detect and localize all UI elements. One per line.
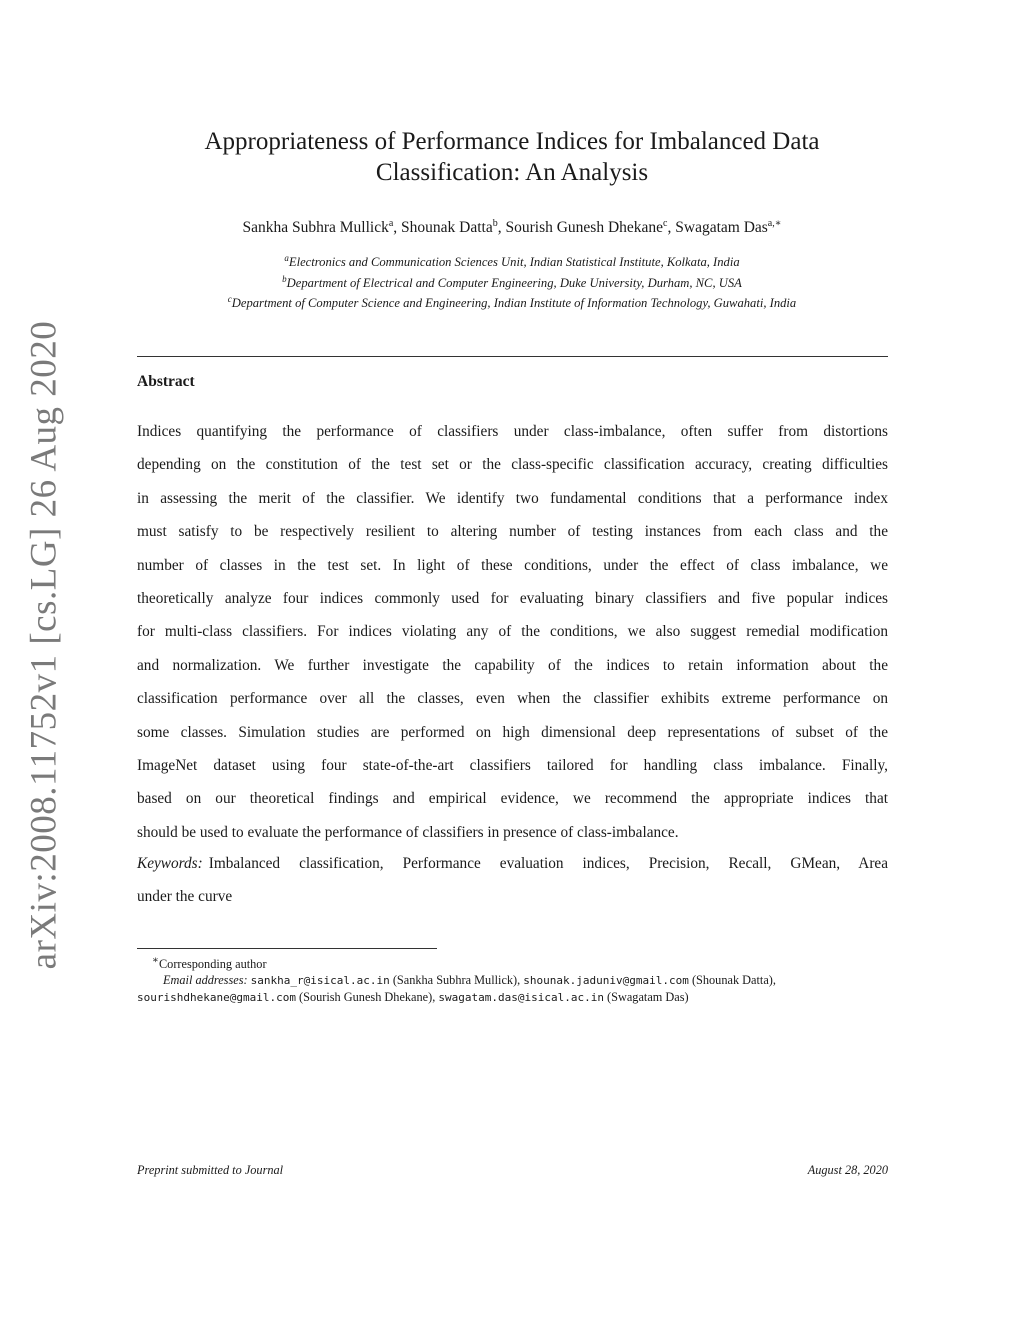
affiliation — [120, 250, 904, 271]
abstract-line: should be used to evaluate the performance of classifiers in presence of class-imbalance. — [137, 823, 679, 841]
email-label: Email addresses: — [163, 973, 248, 988]
email-owner: (Swagatam Das) — [607, 990, 689, 1005]
affiliation-mark: b — [282, 273, 287, 284]
abstract-line: depending on the constitution of the test set or the class-specific classification accuracy, creating difficulties — [137, 456, 888, 474]
affiliation-list — [120, 250, 904, 312]
author-affiliation-mark: a,∗ — [767, 218, 782, 229]
author-affiliation-mark: a — [388, 218, 394, 229]
abstract-line: classification performance over all the classes, even when the classifier exhibits extreme performance on — [137, 690, 888, 708]
abstract-line: some classes. Simulation studies are performed on high dimensional deep representations of subset of the — [137, 723, 888, 741]
corresponding-text: Corresponding author — [158, 957, 267, 972]
email-link[interactable]: swagatam.das@isical.ac.in — [438, 991, 604, 1005]
keywords — [137, 847, 888, 914]
abstract-line: and normalization. We further investigate the capability of the indices to retain information about the — [137, 656, 888, 674]
author-name: Sourish Gunesh Dhekane — [505, 219, 664, 237]
keywords-label: Keywords: — [137, 855, 203, 872]
abstract-line: must satisfy to be respectively resilient to altering number of testing instances from each class and the — [137, 523, 888, 541]
keywords-line: under the curve — [137, 888, 233, 906]
title-line-2: Classification: An Analysis — [375, 159, 649, 186]
affiliation-text: Department of Electrical and Computer Engineering, Duke University, Durham, NC, USA — [286, 275, 742, 290]
arxiv-identifier: arXiv:2008.11752v1 [cs.LG] 26 Aug 2020 — [23, 320, 65, 970]
author-name: Swagatam Das — [675, 219, 768, 237]
author-name: Sankha Subhra Mullick — [242, 219, 389, 237]
author-affiliation-mark: b — [492, 218, 498, 229]
abstract-line: number of classes in the test set. In light of these conditions, under the effect of class imbalance, we — [137, 556, 888, 574]
abstract-line: theoretically analyze four indices commonly used for evaluating binary classifiers and five popular indices — [137, 590, 888, 608]
affiliation — [120, 271, 904, 292]
affiliation — [120, 291, 904, 312]
author-affiliation-mark: c — [663, 218, 668, 229]
title-line-1: Appropriateness of Performance Indices for Imbalanced Data — [204, 128, 820, 155]
abstract-line: ImageNet dataset using four state-of-the-art classifiers tailored for handling class imbalance. Finally, — [137, 757, 888, 775]
abstract-line: in assessing the merit of the classifier. We identify two fundamental conditions that a performance index — [137, 489, 888, 507]
author-list: Sankha Subhra Mullick$^a$, Shounak Datta$^b$, Sourish Gunesh Dhekane$^c$, Swagatam Das$^{a,∗}$ — [242, 218, 782, 237]
email-owner: (Sankha Subhra Mullick), — [392, 973, 521, 988]
affiliation-mark: c — [227, 294, 232, 305]
affiliation-mark: a — [284, 253, 289, 263]
email-link[interactable]: shounak.jaduniv@gmail.com — [523, 974, 689, 988]
corresponding-author-note — [137, 953, 888, 972]
footnote — [137, 953, 888, 1006]
paper-title — [140, 126, 884, 188]
email-owner: (Shounak Datta), — [691, 973, 776, 988]
email-link[interactable]: sankha_r@isical.ac.in — [250, 974, 390, 988]
abstract-heading: Abstract — [137, 373, 195, 390]
email-link[interactable]: sourishdhekane@gmail.com — [137, 991, 296, 1005]
affiliation-text: Electronics and Communication Sciences Unit, Indian Statistical Institute, Kolkata, India — [288, 255, 740, 270]
email-owner: (Sourish Gunesh Dhekane), — [299, 990, 436, 1005]
footnote-rule — [137, 948, 437, 949]
keywords-text: Imbalanced classification, Performance evaluation indices, Precision, Recall, GMean, Area — [208, 855, 888, 872]
footer-date: August 28, 2020 — [807, 1163, 888, 1177]
affiliation-text: Department of Computer Science and Engineering, Indian Institute of Information Technology, Guwahati, India — [231, 296, 797, 311]
arxiv-stamp — [0, 0, 65, 970]
email-line — [137, 989, 888, 1006]
abstract-body — [137, 415, 888, 849]
abstract-line: for multi-class classifiers. For indices violating any of the conditions, we also suggest remedial modification — [137, 623, 888, 641]
corresponding-mark: ∗ — [152, 955, 159, 966]
abstract-line: based on our theoretical findings and empirical evidence, we recommend the appropriate indices that — [137, 790, 888, 808]
email-line — [137, 972, 888, 989]
footer-submission-note: Preprint submitted to Journal — [137, 1163, 284, 1177]
author-name: Shounak Datta — [401, 219, 493, 237]
abstract-top-rule — [137, 356, 888, 357]
abstract-line: Indices quantifying the performance of classifiers under class-imbalance, often suffer from distortions — [137, 423, 888, 440]
keywords-line — [137, 847, 888, 880]
